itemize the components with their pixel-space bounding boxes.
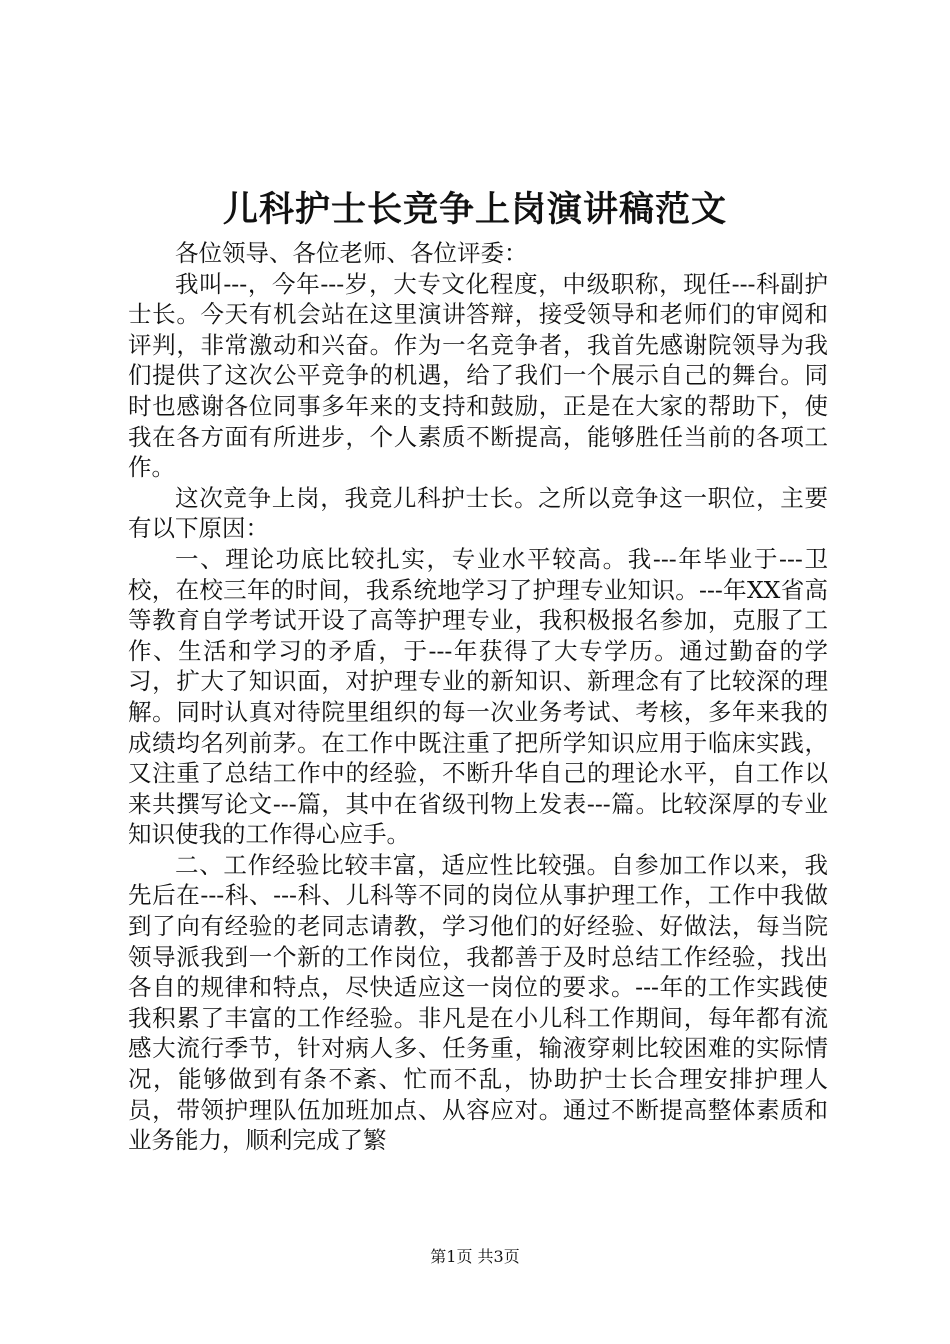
page-number-footer: 第1页 共3页 bbox=[430, 1247, 520, 1266]
intro-paragraph: 我叫---，今年---岁，大专文化程度，中级职称，现任---科副护士长。今天有机会站在这里演讲答辩，接受领导和老师们的审阅和评判，非常激动和兴奋。作为一名竞争者，我首先感谢院领导为我们提供了这次公平竞争的机遇，给了我们一个展示自己的舞台。同时也感谢各位同事多年来的支持和鼓励，正是在大家的帮助下，使我在各方面有所进步，个人素质不断提高，能够胜任当前的各项工作。 bbox=[128, 269, 828, 482]
salutation-paragraph: 各位领导、各位老师、各位评委： bbox=[175, 239, 528, 267]
reason-one-paragraph: 一、理论功底比较扎实，专业水平较高。我---年毕业于---卫校，在校三年的时间，我系统地学习了护理专业知识。---年XX省高等教育自学考试开设了高等护理专业，我积极报名参加，克服了工作、生活和学习的矛盾，于---年获得了大专学历。通过勤奋的学习，扩大了知识面，对护理专业的新知识、新理念有了比较深的理解。同时认真对待院里组织的每一次业务考试、考核，多年来我的成绩均名列前茅。在工作中既注重了把所学知识应用于临床实践，又注重了总结工作中的经验，不断升华自己的理论水平，自工作以来共撰写论文---篇，其中在省级刊物上发表---篇。比较深厚的专业知识使我的工作得心应手。 bbox=[128, 544, 828, 849]
document-body bbox=[128, 238, 828, 1156]
document-title: 儿科护士长竞争上岗演讲稿范文 bbox=[222, 189, 727, 230]
reason-two-paragraph: 二、工作经验比较丰富，适应性比较强。自参加工作以来，我先后在---科、---科、儿科等不同的岗位从事护理工作，工作中我做到了向有经验的老同志请教，学习他们的好经验、好做法，每当院领导派我到一个新的工作岗位，我都善于及时总结工作经验，找出各自的规律和特点，尽快适应这一岗位的要求。---年的工作实践使我积累了丰富的工作经验。非凡是在小儿科工作期间，每年都有流感大流行季节，针对病人多、任务重，输液穿刺比较困难的实际情况，能够做到有条不紊、忙而不乱，协助护士长合理安排护理人员，带领护理队伍加班加点、从容应对。通过不断提高整体素质和业务能力，顺利完成了繁 bbox=[128, 850, 828, 1155]
reason-intro-paragraph: 这次竞争上岗，我竞儿科护士长。之所以竞争这一职位，主要有以下原因： bbox=[128, 483, 828, 543]
